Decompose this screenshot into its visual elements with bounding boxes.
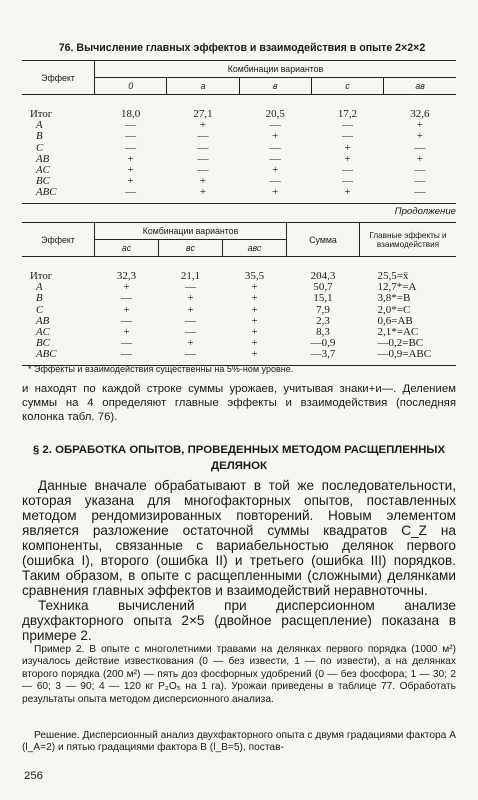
table-cell: 32,6 [410, 108, 430, 120]
effect-cell: —0,2=BC [377, 337, 424, 350]
table-cell: + [251, 326, 258, 339]
sum-cell: 204,3 [310, 270, 336, 282]
table-cell: + [272, 130, 279, 143]
table-cell: + [199, 175, 207, 188]
sum-cell: 2,3 [316, 314, 330, 327]
table-row [22, 154, 456, 165]
table-cell: + [127, 175, 134, 188]
effect-header: Эффект [22, 223, 95, 257]
table-cell: + [416, 152, 423, 165]
row-label: Итог [30, 108, 53, 120]
row-label: B [36, 130, 43, 143]
table-cell: + [187, 337, 194, 350]
column-header: вс [158, 240, 222, 257]
row-label: C [36, 303, 44, 316]
effect-header: Эффект [22, 61, 95, 95]
sum-cell: 50,7 [313, 281, 333, 294]
table-cell: — [184, 281, 196, 294]
table-footnote: * Эффекты и взаимодействия существенны на 5%-ном уровне. [28, 364, 294, 374]
table-cell: + [311, 187, 383, 203]
effect-cell: 12,7*=A [377, 281, 417, 294]
table-cell: 18,0 [121, 108, 141, 120]
sum-cell: 8,3 [316, 326, 330, 339]
table-cell: 32,3 [116, 270, 137, 282]
section-heading: § 2. ОБРАБОТКА ОПЫТОВ, ПРОВЕДЕННЫХ МЕТОДОМ РАСЩЕПЛЕННЫХ ДЕЛЯНОК [32, 444, 446, 472]
row-label: BC [36, 175, 50, 188]
row-label: AC [36, 164, 50, 177]
table-cell: — [125, 141, 137, 154]
table-cell: — [384, 187, 456, 203]
row-label: A [36, 119, 43, 132]
table-cell: + [251, 303, 258, 316]
row-label: C [36, 141, 44, 154]
table-cell: 35,5 [244, 270, 265, 282]
table-cell: + [167, 187, 239, 203]
table-cell: — [342, 175, 354, 188]
column-header: в [239, 78, 311, 95]
paragraph: и находят по каждой строке суммы урожаев, учитывая знаки+и—. Делением суммы на 4 определяют главные эффекты и взаимодействия (последняя колонка табл. 76). [22, 383, 456, 423]
table-cell: — [197, 152, 209, 165]
table-cell: + [187, 303, 194, 316]
effect-cell: 0,6=AB [377, 314, 413, 327]
table-row [22, 131, 456, 142]
table-cell: + [251, 292, 258, 305]
table-cell: — [269, 152, 281, 165]
table-row [22, 95, 456, 121]
table-cell: — [342, 130, 354, 143]
table-cell: + [344, 141, 351, 154]
table-cell: + [199, 119, 207, 132]
table-cell: — [95, 349, 159, 365]
table-cell: 20,5 [265, 108, 285, 120]
sum-cell: 15,1 [313, 292, 333, 305]
table-cell: 27,1 [193, 108, 213, 120]
continuation-label: Продолжение [394, 206, 456, 217]
combinations-header: Комбинации вариантов [95, 61, 457, 78]
table-cell: + [222, 349, 286, 365]
table-cell: — [125, 119, 137, 132]
table-row [22, 143, 456, 154]
table-cell: + [251, 314, 258, 327]
example-paragraph: Пример 2. В опыте с многолетними травами на делянках первого порядка (1000 м²) изучалось действие известкования (0 — без извести, 1 — по извести), а на делянках второго порядка (200 м²) — пять доз фосфорных удобрений (0 — без фосфора; 1 — 30; 2 — 60; 3 — 90; 4 — 120 кг P₂O₅ на 1 га). Урожаи приведены в таблице 77. Обработать результаты опыта методом дисперсионного анализа. [22, 644, 456, 705]
table-cell: — [269, 119, 281, 132]
table-cell: + [239, 187, 311, 203]
table-cell: + [123, 303, 130, 316]
table-row [22, 349, 456, 365]
table-cell: + [127, 164, 134, 177]
table-cell: + [187, 292, 194, 305]
table-cell: — [120, 314, 132, 327]
table-cell: + [251, 281, 258, 294]
table-cell: — [414, 175, 426, 188]
sum-cell: 7,9 [316, 303, 330, 316]
row-label: ABC [22, 187, 95, 203]
page-number: 256 [24, 770, 44, 782]
row-label: A [36, 281, 43, 294]
main-effects-header: Главные эффекты и взаимодействия [360, 223, 457, 257]
row-label: BC [36, 337, 50, 350]
table-row [22, 176, 456, 187]
table-cell: — [269, 175, 281, 188]
sum-cell: —3,7 [287, 349, 360, 365]
table-cell: — [158, 349, 222, 365]
table-cell: 17,2 [337, 108, 358, 120]
table-row [22, 165, 456, 176]
effect-cell: 2,0*=C [377, 303, 411, 316]
table-cell: — [342, 119, 354, 132]
row-label: B [36, 292, 43, 305]
table-cell: + [127, 152, 134, 165]
row-label: AC [36, 326, 50, 339]
column-header: с [311, 78, 383, 95]
table-cell: 21,1 [180, 270, 201, 282]
column-header: авс [222, 240, 286, 257]
sum-cell: —0,9 [310, 337, 336, 350]
table-row [22, 257, 456, 283]
table-cell: + [344, 152, 351, 165]
table-row [22, 120, 456, 131]
table-cell: + [416, 130, 423, 143]
column-header: ав [384, 78, 456, 95]
table-cell: — [197, 130, 209, 143]
table-cell: — [95, 187, 167, 203]
column-header: 0 [95, 78, 167, 95]
table-cell: — [197, 141, 209, 154]
table-cell: — [120, 292, 132, 305]
table-cell: — [414, 141, 426, 154]
table-row [22, 187, 456, 203]
table-cell: — [269, 141, 281, 154]
paragraph: Техника вычислений при дисперсионном анализе двухфакторного опыта 2×5 (двойное расщепление) показана в примере 2. [22, 598, 456, 643]
table-cell: + [251, 337, 258, 350]
column-header: a [167, 78, 239, 95]
table-76-continued [22, 222, 456, 366]
table-cell: — [414, 164, 426, 177]
table-76 [22, 60, 456, 204]
row-label: Итог [30, 270, 53, 282]
table-cell: + [272, 164, 279, 177]
effect-cell: 3,8*=B [377, 292, 411, 305]
column-header: ас [95, 240, 159, 257]
table-cell: — [184, 326, 196, 339]
table-cell: — [125, 130, 137, 143]
paragraph: Данные вначале обрабатывают в той же последовательности, которая указана для многофакторных опытов, поставленных методом рендомизированных повторений. Новым элементом является разложение остаточной суммы квадратов C_Z на компоненты, связанные с вариабельностью делянок первого (ошибка I), второго (ошибка II) и третьего (ошибка III) порядков. Таким образом, в опыте с расщепленными (сложными) делянками сравнения главных эффектов и взаимодействий неравноточны. [22, 478, 456, 598]
sum-header: Сумма [287, 223, 360, 257]
table-cell: + [123, 281, 130, 294]
effect-cell: 25,5=x̄ [377, 270, 409, 282]
table-cell: — [120, 337, 132, 350]
effect-cell: 2,1*=AC [377, 326, 419, 339]
table-cell: — [342, 164, 354, 177]
table-cell: + [123, 326, 130, 339]
effect-cell: —0,9=ABC [360, 349, 457, 365]
table-cell: + [416, 119, 423, 132]
row-label: AB [36, 152, 50, 165]
row-label: AB [36, 314, 50, 327]
combinations-header: Комбинации вариантов [95, 223, 287, 240]
table-caption: 76. Вычисление главных эффектов и взаимодействия в опыте 2×2×2 [58, 42, 426, 54]
table-cell: — [184, 314, 196, 327]
table-cell: — [197, 164, 209, 177]
row-label: ABC [22, 349, 95, 365]
table-row [22, 293, 456, 304]
solution-paragraph: Решение. Дисперсионный анализ двухфакторного опыта с двумя градациями фактора A (l_A=2) и пятью градациями фактора B (l_B=5), постав- [22, 730, 456, 754]
